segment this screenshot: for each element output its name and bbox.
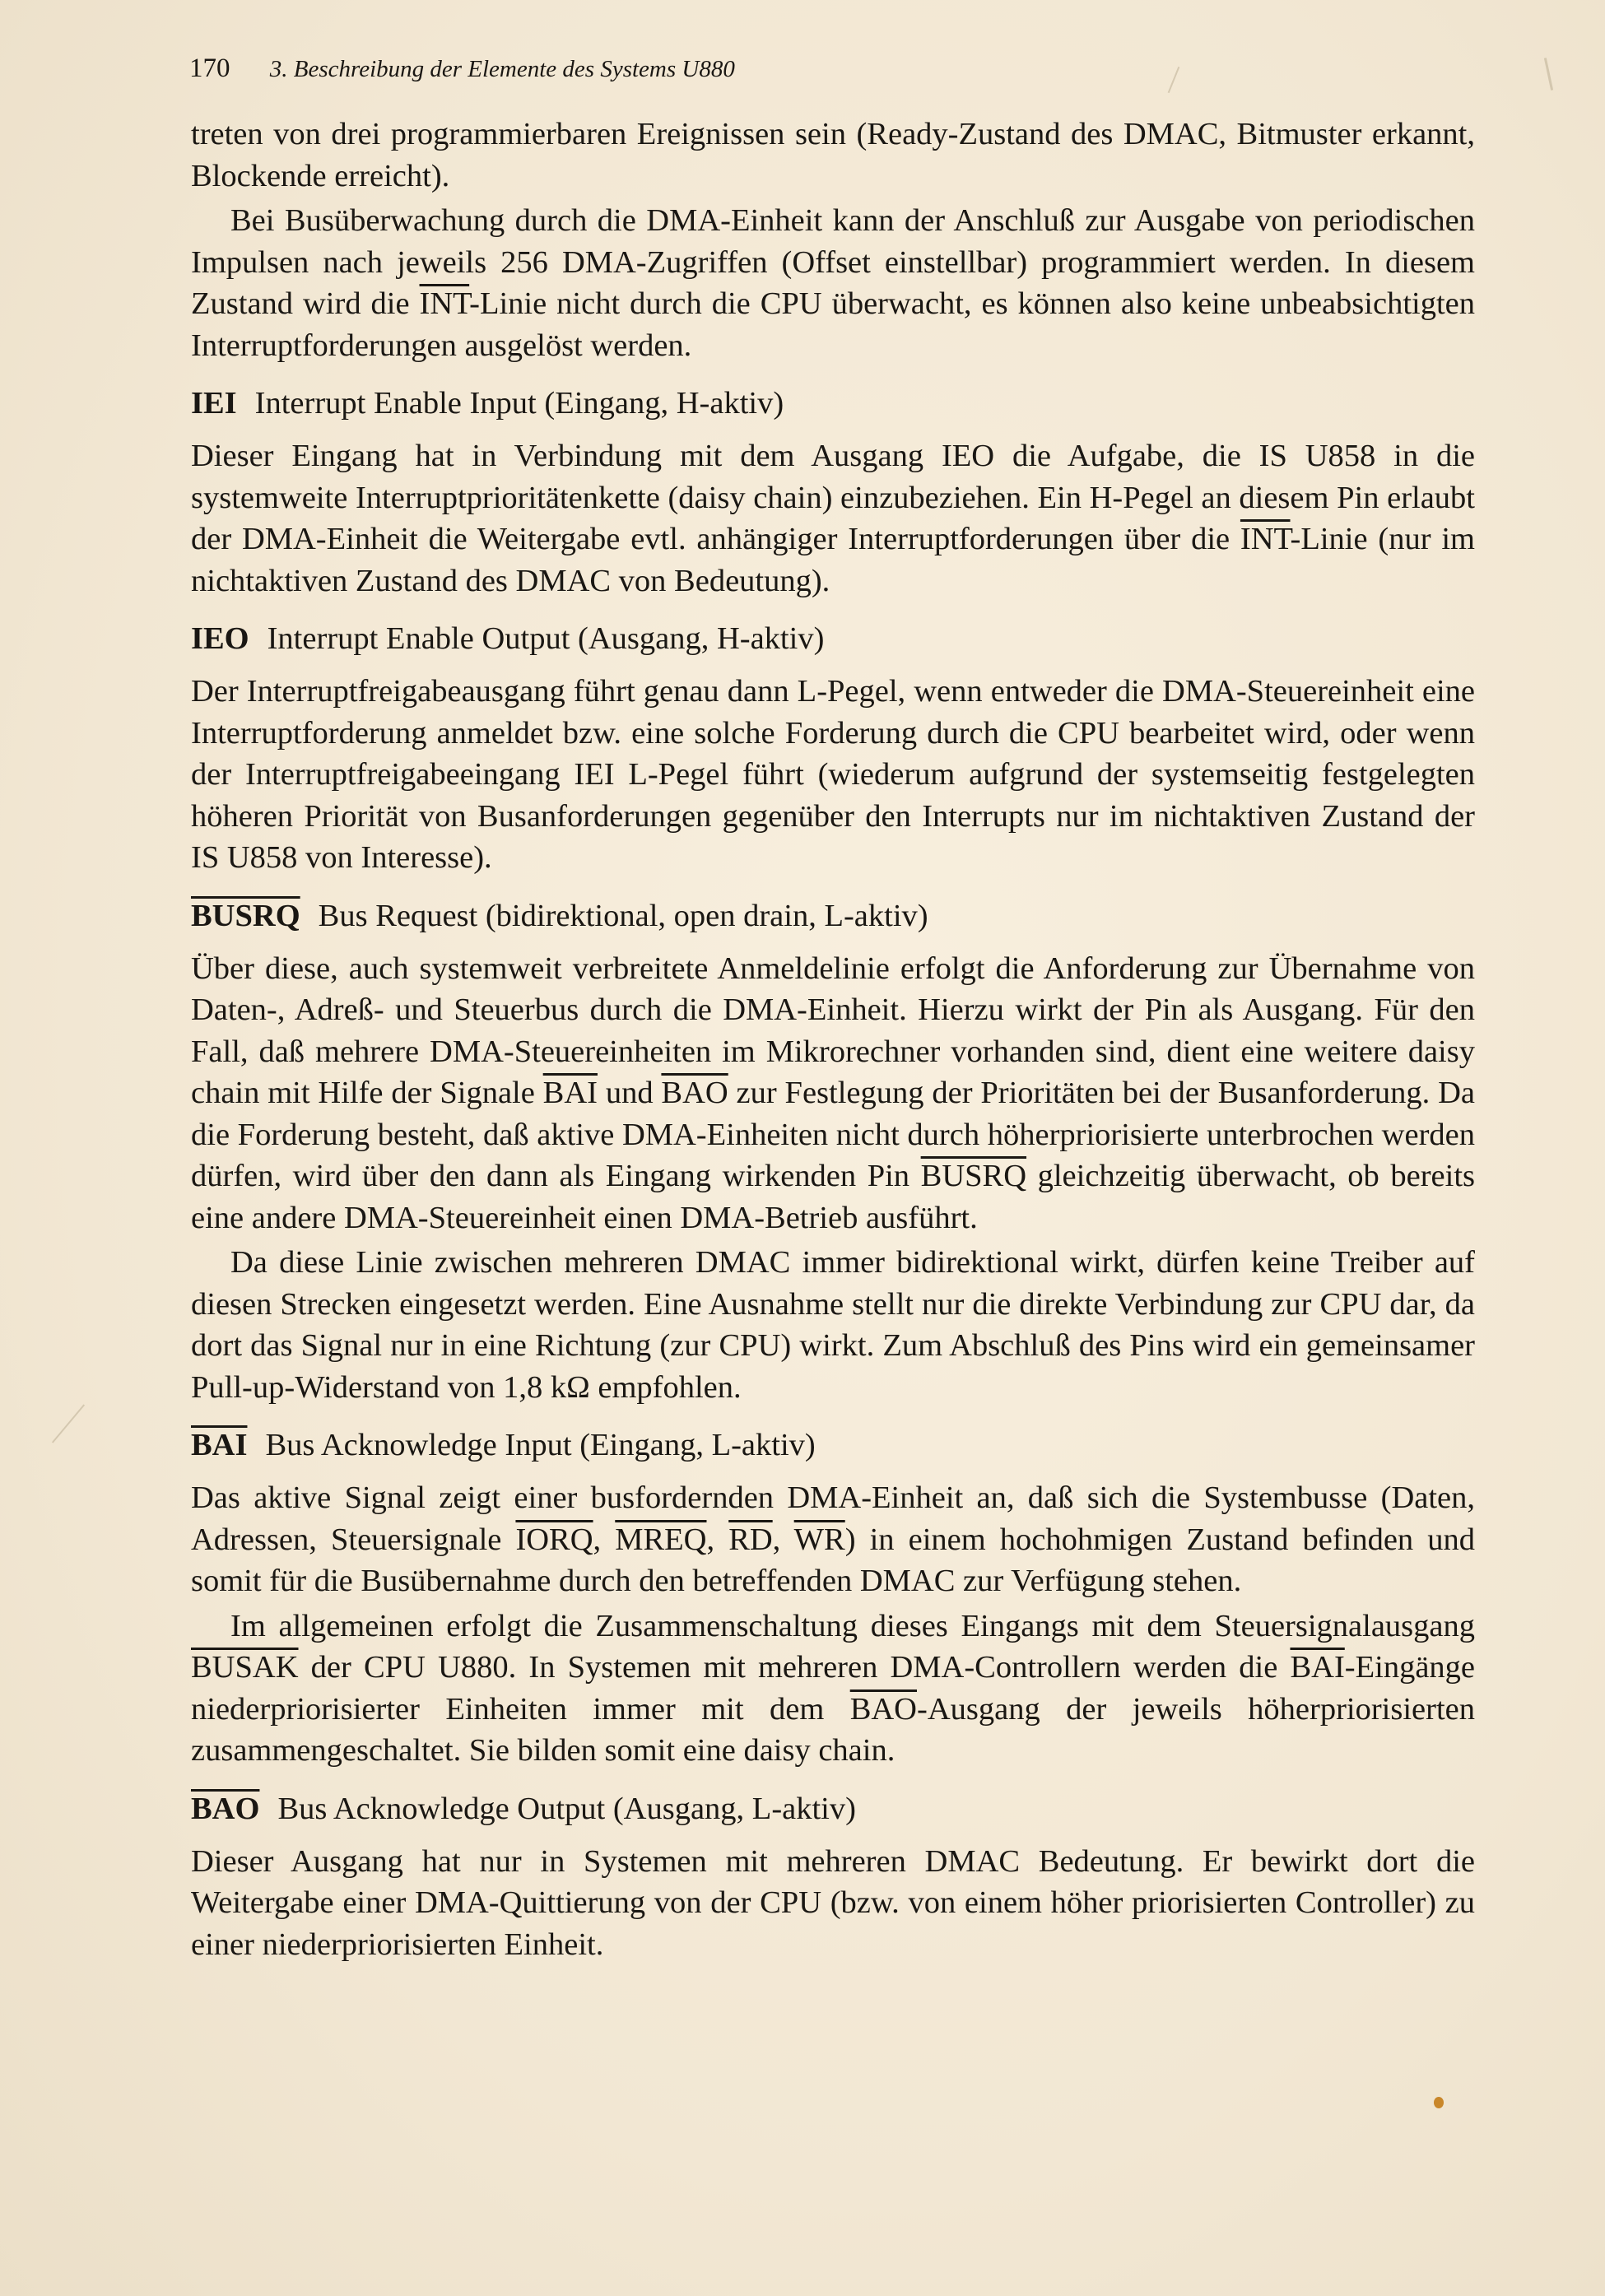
signal-iorq: IORQ [515, 1522, 593, 1557]
text-run: und [597, 1076, 662, 1110]
pin-description-busrq: Bus Request (bidirektional, open drain, L-aktiv) [318, 898, 928, 933]
text-run: gleichzeitig überwacht, ob bereits eine andere DMA-Steuereinheit einen DMA-Betrieb ausführt. [191, 1159, 1476, 1235]
pin-heading-bao [191, 1788, 1475, 1829]
pin-heading-iei [191, 383, 1475, 424]
pin-heading-ieo [191, 618, 1475, 659]
running-title: 3. Beschreibung der Elemente des Systems U880 [269, 56, 735, 82]
page-number: 170 [189, 53, 230, 83]
paragraph-bus-monitoring [191, 200, 1475, 366]
pencil-mark [52, 1404, 85, 1443]
text-run: , [706, 1522, 729, 1557]
paragraph-busrq-2: Da diese Linie zwischen mehreren DMAC immer bidirektional wirkt, dürfen keine Treiber auf diesen Strecken eingesetzt werden. Eine Ausnahme stellt nur die direkte Verbindung zur CPU dar, da dort das Signal nur in eine Richtung (zur CPU) wirkt. Zum Abschluß des Pins wird ein gemeinsamer Pull-up-Widerstand von 1,8 kΩ empfohlen. [191, 1245, 1475, 1405]
signal-rd: $\overline{RD}$ [728, 1522, 773, 1557]
text-run: der CPU U880. In Systemen mit mehreren DMA-Controllern werden die [298, 1650, 1291, 1685]
text-run: Das aktive Signal zeigt einer busfordernden DMA-Einheit an, daß sich die Systembusse (Daten, Adressen, Steuersignale [191, 1480, 1475, 1557]
text-run: ) in einem hochohmigen Zustand befinden und somit für die Busübernahme durch den betreffenden DMAC zur Verfügung stehen. [191, 1522, 1475, 1598]
pin-term-bao: $\overline{BAO}$ [191, 1791, 260, 1826]
text-run: Bei Busüberwachung durch die DMA-Einheit kann der Anschluß zur Ausgabe von periodischen Impulsen nach jeweils 256 DMA-Zugriffen (Offset einstellbar) programmiert werden. In diesem Zustand wird die [191, 203, 1475, 321]
text-run: Im allgemeinen erfolgt die Zusammenschaltung dieses Eingangs mit dem Steuersignalausgang [230, 1608, 1475, 1643]
paragraph-busrq-1 [191, 948, 1475, 1239]
text-run: Über diese, auch systemweit verbreitete Anmeldelinie erfolgt die Anforderung zur Übernahme von Daten-, Adreß- und Steuerbus durch die DMA-Einheit. Hierzu wirkt der Pin als Ausgang. Für den Fall, daß mehrere DMA-Steuereinheiten im Mikrorechner vorhanden sind, dient eine weitere daisy chain mit Hilfe der Signale [191, 950, 1475, 1110]
page-body [191, 114, 1475, 1965]
text-run: -Ausgang der jeweils höherpriorisierten zusammengeschaltet. Sie bilden somit eine daisy chain. [191, 1691, 1475, 1768]
pin-term-bai: $\overline{BAI}$ [191, 1428, 248, 1462]
pencil-mark [1544, 58, 1553, 91]
signal-int: $\overline{INT}$ [1240, 522, 1291, 556]
pin-term-ieo: IEO [191, 621, 249, 656]
ink-spot [1434, 2097, 1444, 2108]
pin-description-bao: Bus Acknowledge Output (Ausgang, L-aktiv) [277, 1791, 856, 1826]
pin-term-iei: IEI [191, 386, 237, 421]
signal-busrq: BUSRQ [920, 1159, 1027, 1193]
signal-bao: $\overline{BAO}$ [661, 1076, 728, 1110]
signal-mreq: MREQ [615, 1522, 707, 1557]
signal-bao: $\overline{BAO}$ [849, 1691, 917, 1727]
paragraph-ieo: Der Interruptfreigabeausgang führt genau dann L-Pegel, wenn entweder die DMA-Steuereinheit eine Interruptforderung anmeldet bzw. eine solche Forderung durch die CPU bearbeitet wird, oder wenn der Interruptfreigabeeingang IEI L-Pegel führt (wiederum aufgrund der systemseitig festgelegten höheren Priorität von Busanforderungen gegenüber den Interrupts nur im nichtaktiven Zustand der IS U858 von Interesse). [191, 674, 1475, 875]
paragraph-continuation: treten von drei programmierbaren Ereignissen sein (Ready-Zustand des DMAC, Bitmuster erkannt, Blockende erreicht). [191, 117, 1475, 193]
pin-description-iei: Interrupt Enable Input (Eingang, H-aktiv) [254, 386, 784, 421]
text-run: -Linie nicht durch die CPU überwacht, es können also keine unbeabsichtigten Interruptforderungen ausgelöst werden. [191, 286, 1476, 363]
page-header [189, 51, 1473, 86]
paragraph-bai-2 [191, 1606, 1475, 1772]
signal-bai: $\overline{BAI}$ [1290, 1650, 1345, 1685]
pin-heading-bai [191, 1425, 1475, 1466]
pin-description-bai: Bus Acknowledge Input (Eingang, L-aktiv) [265, 1428, 816, 1462]
signal-int: $\overline{INT}$ [419, 286, 470, 321]
text-run: , [772, 1522, 794, 1557]
paragraph-bao: Dieser Ausgang hat nur in Systemen mit mehreren DMAC Bedeutung. Er bewirkt dort die Weitergabe einer DMA-Quittierung von der CPU (bzw. von einem höher priorisierten Controller) zu einer niederpriorisierten Einheit. [191, 1843, 1475, 1962]
pin-term-busrq: BUSRQ [191, 898, 300, 933]
text-run: -Linie (nur im nichtaktiven Zustand des DMAC von Bedeutung). [191, 522, 1475, 598]
text-run: -Eingänge niederpriorisierter Einheiten immer mit dem [191, 1650, 1475, 1727]
signal-busak: BUSAK [191, 1650, 299, 1685]
paragraph-bai-1 [191, 1477, 1475, 1602]
pin-description-ieo: Interrupt Enable Output (Ausgang, H-aktiv) [267, 621, 825, 656]
paragraph-iei [191, 435, 1475, 602]
text-run: , [593, 1522, 616, 1557]
text-run: zur Festlegung der Prioritäten bei der Busanforderung. Da die Forderung besteht, daß aktive DMA-Einheiten nicht durch höherpriorisierte unterbrochen werden dürfen, wird über den dann als Eingang wirkenden Pin [191, 1076, 1476, 1193]
pin-heading-busrq [191, 895, 1475, 937]
signal-wr: $\overline{WR}$ [793, 1522, 845, 1557]
signal-bai: $\overline{BAI}$ [542, 1076, 598, 1110]
text-run: Dieser Eingang hat in Verbindung mit dem Ausgang IEO die Aufgabe, die IS U858 in die systemweite Interruptprioritätenkette (daisy chain) einzubeziehen. Ein H-Pegel an diesem Pin erlaubt der DMA-Einheit die Weitergabe evtl. anhängiger Interruptforderungen über die [191, 439, 1475, 556]
